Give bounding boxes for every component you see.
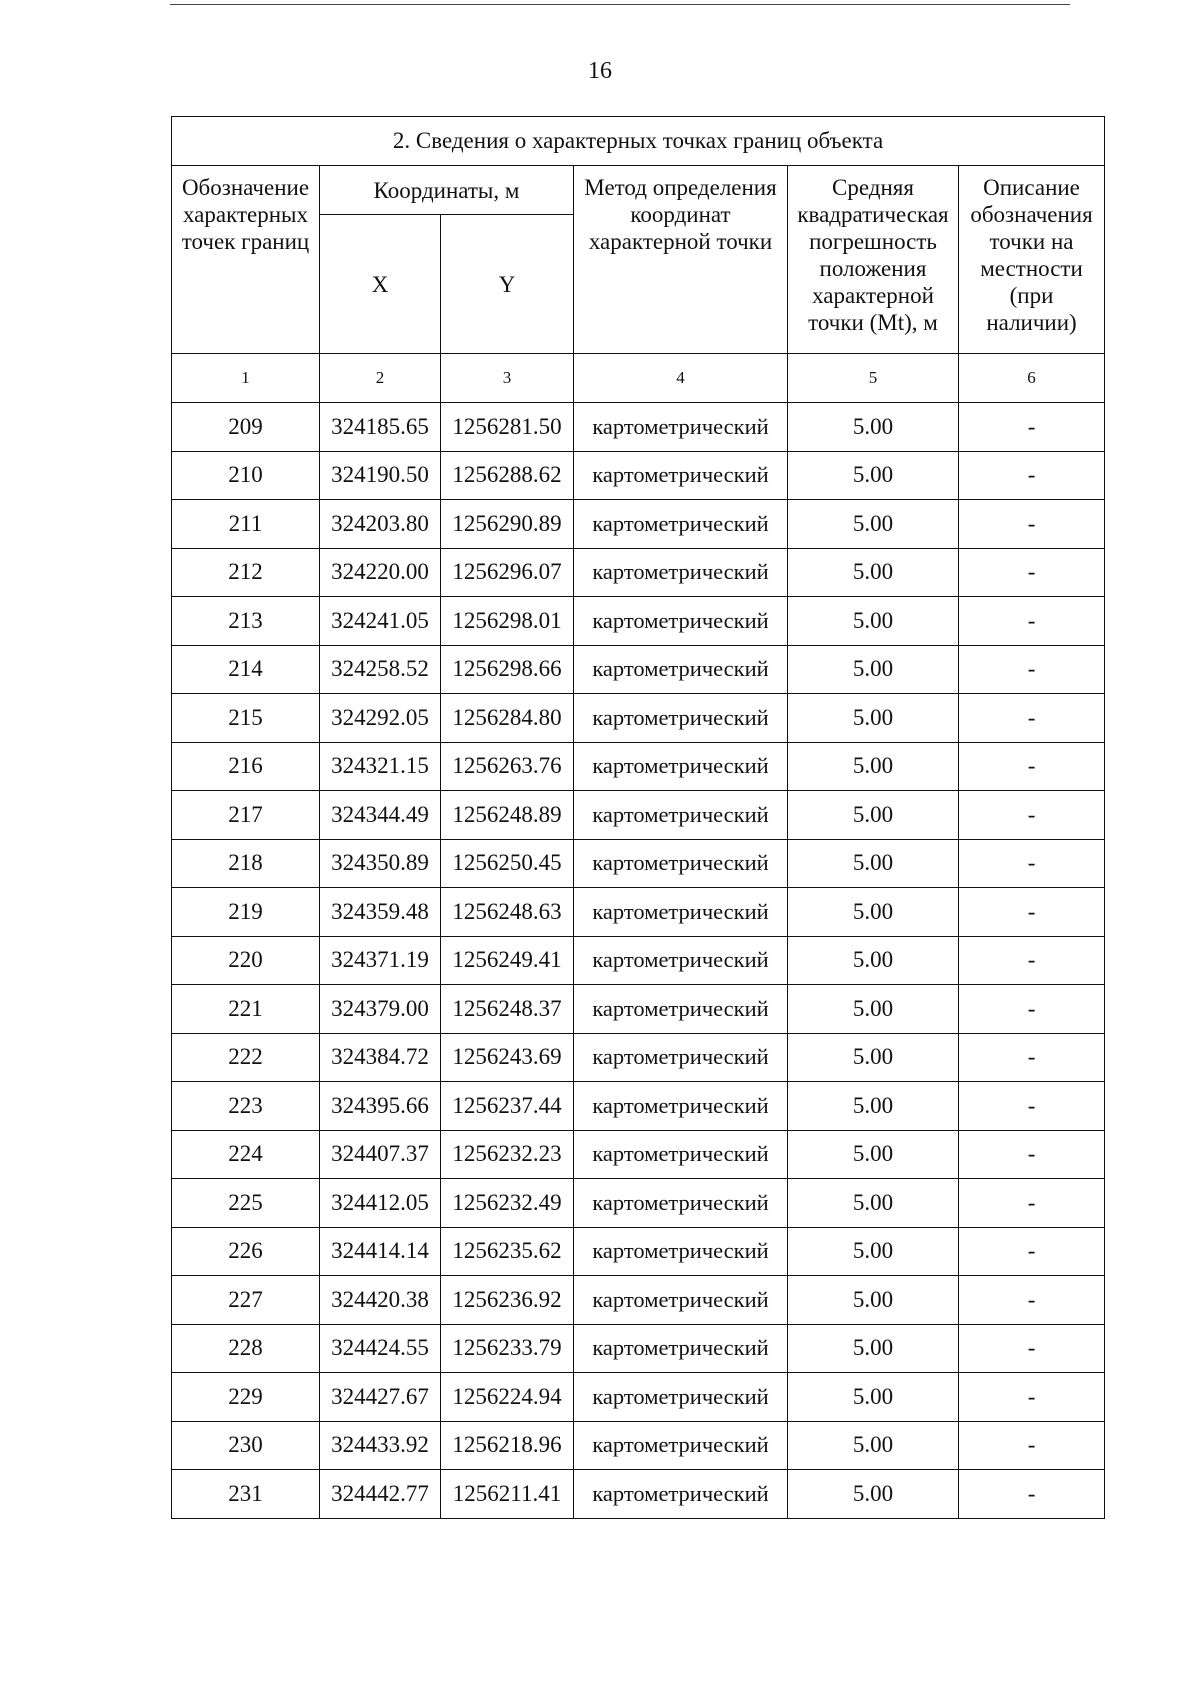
error-cell: 5.00 <box>788 1227 959 1276</box>
description-cell: - <box>959 1082 1105 1131</box>
method-cell: картометрический <box>574 791 788 840</box>
x-coordinate-cell: 324379.00 <box>320 985 441 1034</box>
header-row-1 <box>172 166 1105 215</box>
description-cell: - <box>959 839 1105 888</box>
error-cell: 5.00 <box>788 936 959 985</box>
description-cell: - <box>959 451 1105 500</box>
x-coordinate-cell: 324350.89 <box>320 839 441 888</box>
x-coordinate-cell: 324321.15 <box>320 742 441 791</box>
point-id-cell: 230 <box>172 1421 320 1470</box>
x-coordinate-cell: 324395.66 <box>320 1082 441 1131</box>
table-row <box>172 1276 1105 1325</box>
y-coordinate-cell: 1256249.41 <box>441 936 574 985</box>
method-cell: картометрический <box>574 1373 788 1422</box>
method-cell: картометрический <box>574 403 788 452</box>
boundary-points-table <box>171 116 1105 1519</box>
section-title-row <box>172 117 1105 166</box>
table-row <box>172 548 1105 597</box>
point-id-cell: 224 <box>172 1130 320 1179</box>
table-row <box>172 500 1105 549</box>
x-coordinate-cell: 324414.14 <box>320 1227 441 1276</box>
x-coordinate-cell: 324220.00 <box>320 548 441 597</box>
table-row <box>172 1130 1105 1179</box>
table-row <box>172 1373 1105 1422</box>
method-cell: картометрический <box>574 1033 788 1082</box>
error-cell: 5.00 <box>788 1470 959 1519</box>
y-coordinate-cell: 1256250.45 <box>441 839 574 888</box>
point-id-cell: 219 <box>172 888 320 937</box>
point-id-cell: 212 <box>172 548 320 597</box>
point-id-cell: 213 <box>172 597 320 646</box>
description-cell: - <box>959 742 1105 791</box>
x-coordinate-cell: 324185.65 <box>320 403 441 452</box>
point-id-cell: 217 <box>172 791 320 840</box>
y-coordinate-cell: 1256218.96 <box>441 1421 574 1470</box>
point-id-cell: 215 <box>172 694 320 743</box>
error-cell: 5.00 <box>788 1082 959 1131</box>
description-cell: - <box>959 500 1105 549</box>
error-cell: 5.00 <box>788 1033 959 1082</box>
table-row <box>172 1324 1105 1373</box>
y-coordinate-cell: 1256248.63 <box>441 888 574 937</box>
method-cell: картометрический <box>574 694 788 743</box>
error-cell: 5.00 <box>788 597 959 646</box>
table-row <box>172 1470 1105 1519</box>
x-coordinate-cell: 324424.55 <box>320 1324 441 1373</box>
method-cell: картометрический <box>574 888 788 937</box>
y-coordinate-cell: 1256243.69 <box>441 1033 574 1082</box>
header-method: Метод определения координат характерной точки <box>574 166 788 354</box>
top-rule <box>170 4 1070 5</box>
x-coordinate-cell: 324359.48 <box>320 888 441 937</box>
point-id-cell: 220 <box>172 936 320 985</box>
table-row <box>172 1227 1105 1276</box>
error-cell: 5.00 <box>788 839 959 888</box>
table-row <box>172 985 1105 1034</box>
y-coordinate-cell: 1256284.80 <box>441 694 574 743</box>
header-coordinates: Координаты, м <box>320 166 574 215</box>
description-cell: - <box>959 791 1105 840</box>
point-id-cell: 214 <box>172 645 320 694</box>
x-coordinate-cell: 324420.38 <box>320 1276 441 1325</box>
error-cell: 5.00 <box>788 1373 959 1422</box>
description-cell: - <box>959 1130 1105 1179</box>
point-id-cell: 227 <box>172 1276 320 1325</box>
point-id-cell: 209 <box>172 403 320 452</box>
y-coordinate-cell: 1256296.07 <box>441 548 574 597</box>
table-row <box>172 742 1105 791</box>
description-cell: - <box>959 645 1105 694</box>
header-x: X <box>320 215 441 354</box>
error-cell: 5.00 <box>788 888 959 937</box>
method-cell: картометрический <box>574 548 788 597</box>
error-cell: 5.00 <box>788 645 959 694</box>
column-number: 3 <box>441 354 574 403</box>
column-number: 6 <box>959 354 1105 403</box>
x-coordinate-cell: 324258.52 <box>320 645 441 694</box>
error-cell: 5.00 <box>788 1276 959 1325</box>
error-cell: 5.00 <box>788 742 959 791</box>
error-cell: 5.00 <box>788 1179 959 1228</box>
x-coordinate-cell: 324371.19 <box>320 936 441 985</box>
description-cell: - <box>959 1276 1105 1325</box>
point-id-cell: 216 <box>172 742 320 791</box>
x-coordinate-cell: 324203.80 <box>320 500 441 549</box>
description-cell: - <box>959 1373 1105 1422</box>
method-cell: картометрический <box>574 451 788 500</box>
description-cell: - <box>959 985 1105 1034</box>
description-cell: - <box>959 1470 1105 1519</box>
error-cell: 5.00 <box>788 500 959 549</box>
table-row <box>172 839 1105 888</box>
y-coordinate-cell: 1256298.66 <box>441 645 574 694</box>
description-cell: - <box>959 1324 1105 1373</box>
method-cell: картометрический <box>574 645 788 694</box>
y-coordinate-cell: 1256235.62 <box>441 1227 574 1276</box>
y-coordinate-cell: 1256236.92 <box>441 1276 574 1325</box>
header-y: Y <box>441 215 574 354</box>
x-coordinate-cell: 324344.49 <box>320 791 441 840</box>
y-coordinate-cell: 1256263.76 <box>441 742 574 791</box>
error-cell: 5.00 <box>788 791 959 840</box>
x-coordinate-cell: 324442.77 <box>320 1470 441 1519</box>
method-cell: картометрический <box>574 1130 788 1179</box>
method-cell: картометрический <box>574 1276 788 1325</box>
table-row <box>172 403 1105 452</box>
table-row <box>172 936 1105 985</box>
x-coordinate-cell: 324407.37 <box>320 1130 441 1179</box>
description-cell: - <box>959 403 1105 452</box>
point-id-cell: 218 <box>172 839 320 888</box>
column-numbers-row <box>172 354 1105 403</box>
error-cell: 5.00 <box>788 451 959 500</box>
x-coordinate-cell: 324241.05 <box>320 597 441 646</box>
point-id-cell: 228 <box>172 1324 320 1373</box>
table-row <box>172 791 1105 840</box>
point-id-cell: 229 <box>172 1373 320 1422</box>
y-coordinate-cell: 1256232.23 <box>441 1130 574 1179</box>
description-cell: - <box>959 548 1105 597</box>
x-coordinate-cell: 324292.05 <box>320 694 441 743</box>
y-coordinate-cell: 1256298.01 <box>441 597 574 646</box>
table-row <box>172 1033 1105 1082</box>
point-id-cell: 223 <box>172 1082 320 1131</box>
table-row <box>172 597 1105 646</box>
point-id-cell: 225 <box>172 1179 320 1228</box>
method-cell: картометрический <box>574 839 788 888</box>
description-cell: - <box>959 1033 1105 1082</box>
method-cell: картометрический <box>574 936 788 985</box>
point-id-cell: 231 <box>172 1470 320 1519</box>
section-title: 2. Сведения о характерных точках границ объекта <box>172 117 1105 166</box>
error-cell: 5.00 <box>788 548 959 597</box>
error-cell: 5.00 <box>788 1421 959 1470</box>
method-cell: картометрический <box>574 1324 788 1373</box>
x-coordinate-cell: 324384.72 <box>320 1033 441 1082</box>
description-cell: - <box>959 1227 1105 1276</box>
y-coordinate-cell: 1256224.94 <box>441 1373 574 1422</box>
x-coordinate-cell: 324190.50 <box>320 451 441 500</box>
header-designation: Обозначение характерных точек границ <box>172 166 320 354</box>
method-cell: картометрический <box>574 1470 788 1519</box>
page-number: 16 <box>588 58 612 84</box>
y-coordinate-cell: 1256211.41 <box>441 1470 574 1519</box>
description-cell: - <box>959 1421 1105 1470</box>
point-id-cell: 222 <box>172 1033 320 1082</box>
x-coordinate-cell: 324412.05 <box>320 1179 441 1228</box>
method-cell: картометрический <box>574 597 788 646</box>
description-cell: - <box>959 694 1105 743</box>
description-cell: - <box>959 888 1105 937</box>
method-cell: картометрический <box>574 500 788 549</box>
error-cell: 5.00 <box>788 985 959 1034</box>
table-row <box>172 451 1105 500</box>
table-row <box>172 888 1105 937</box>
point-id-cell: 221 <box>172 985 320 1034</box>
description-cell: - <box>959 597 1105 646</box>
table-row <box>172 1421 1105 1470</box>
method-cell: картометрический <box>574 985 788 1034</box>
header-description: Описание обозначения точки на местности (при наличии) <box>959 166 1105 354</box>
y-coordinate-cell: 1256232.49 <box>441 1179 574 1228</box>
y-coordinate-cell: 1256288.62 <box>441 451 574 500</box>
x-coordinate-cell: 324427.67 <box>320 1373 441 1422</box>
error-cell: 5.00 <box>788 1324 959 1373</box>
column-number: 1 <box>172 354 320 403</box>
column-number: 5 <box>788 354 959 403</box>
column-number: 2 <box>320 354 441 403</box>
error-cell: 5.00 <box>788 1130 959 1179</box>
table-row <box>172 694 1105 743</box>
y-coordinate-cell: 1256237.44 <box>441 1082 574 1131</box>
y-coordinate-cell: 1256281.50 <box>441 403 574 452</box>
method-cell: картометрический <box>574 1227 788 1276</box>
description-cell: - <box>959 936 1105 985</box>
table-row <box>172 1179 1105 1228</box>
method-cell: картометрический <box>574 742 788 791</box>
description-cell: - <box>959 1179 1105 1228</box>
method-cell: картометрический <box>574 1082 788 1131</box>
y-coordinate-cell: 1256248.89 <box>441 791 574 840</box>
method-cell: картометрический <box>574 1421 788 1470</box>
point-id-cell: 210 <box>172 451 320 500</box>
table-row <box>172 1082 1105 1131</box>
column-number: 4 <box>574 354 788 403</box>
x-coordinate-cell: 324433.92 <box>320 1421 441 1470</box>
error-cell: 5.00 <box>788 403 959 452</box>
y-coordinate-cell: 1256290.89 <box>441 500 574 549</box>
y-coordinate-cell: 1256248.37 <box>441 985 574 1034</box>
error-cell: 5.00 <box>788 694 959 743</box>
point-id-cell: 226 <box>172 1227 320 1276</box>
y-coordinate-cell: 1256233.79 <box>441 1324 574 1373</box>
point-id-cell: 211 <box>172 500 320 549</box>
table-row <box>172 645 1105 694</box>
header-error: Средняя квадратическая погрешность положения характерной точки (Mt), м <box>788 166 959 354</box>
method-cell: картометрический <box>574 1179 788 1228</box>
